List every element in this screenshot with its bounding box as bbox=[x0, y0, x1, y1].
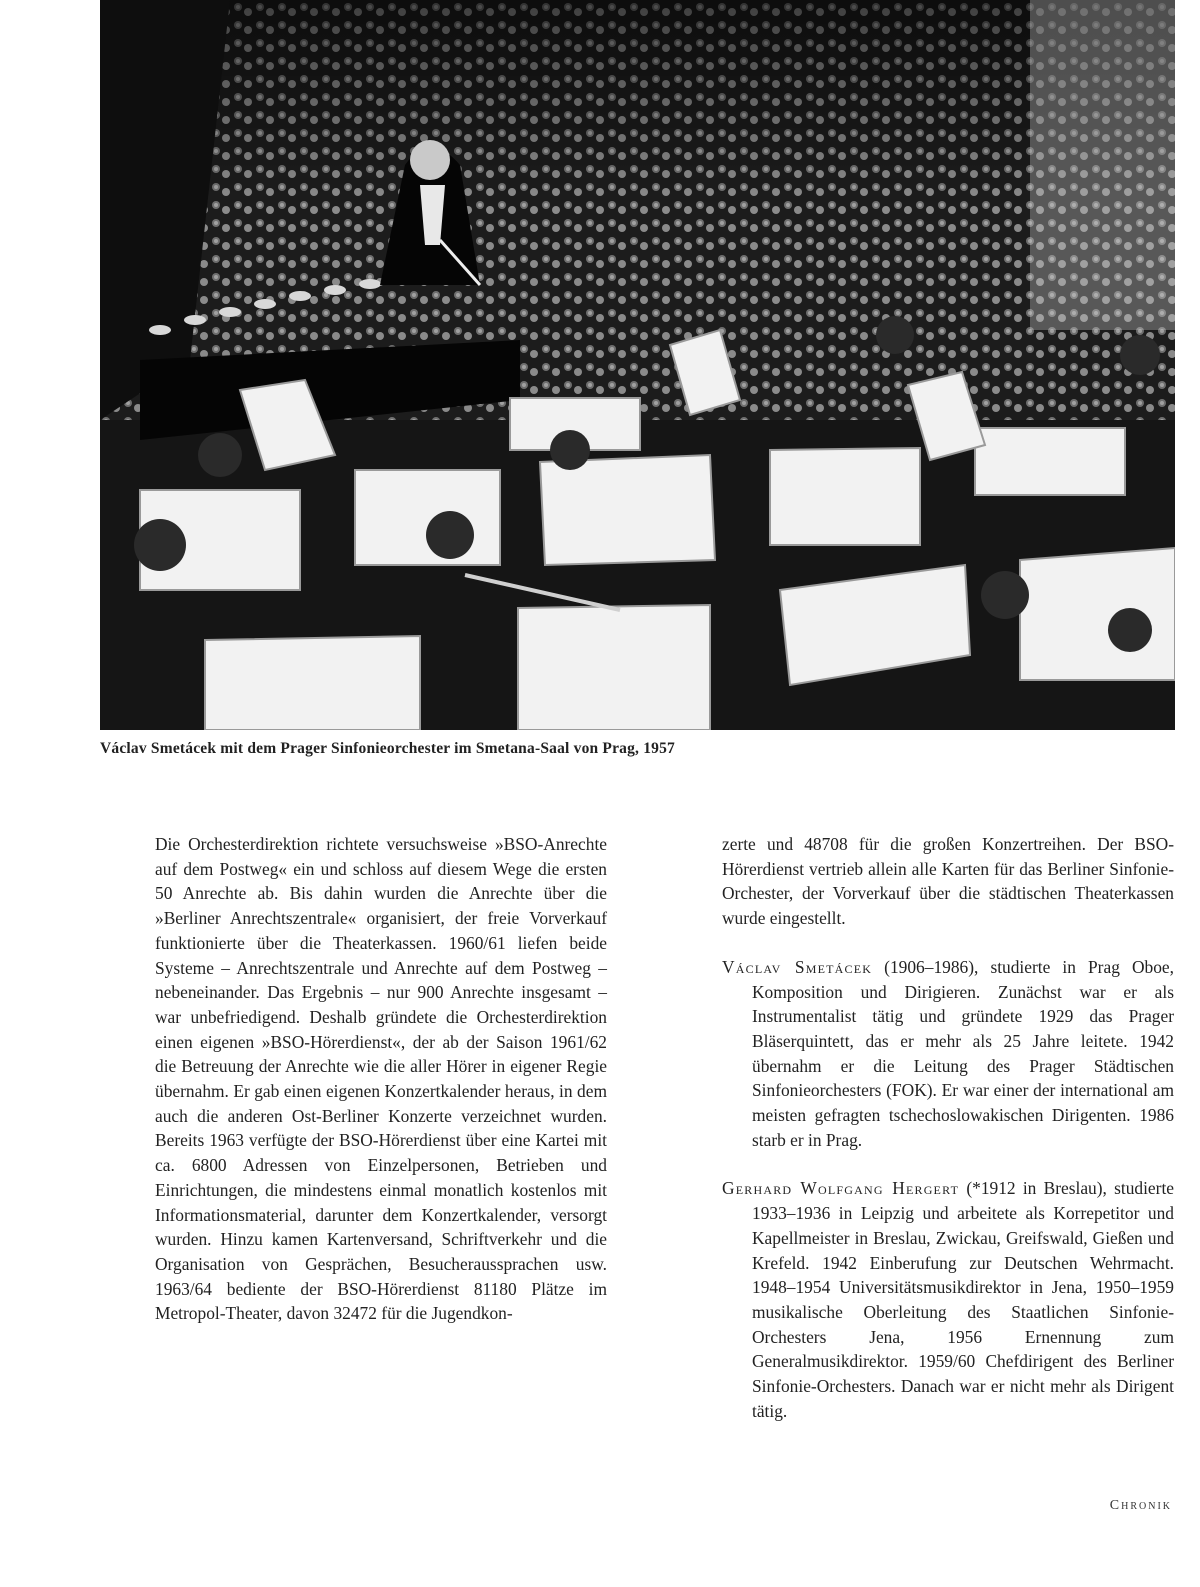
left-column bbox=[155, 832, 607, 1326]
orchestra-photo bbox=[100, 0, 1175, 730]
bio-text: (1906–1986), studierte in Prag Oboe, Komposition und Dirigieren. Zunächst war er als Instrumentalist tätig und gründete 1929 das Prager Bläserquintett, das er mehr als 25 Jahre leitete. 1942 übernahm er die Leitung des Prager Städtischen Sinfonieorchesters (FOK). Er war einer der international am meisten gefragten tschechoslowakischen Dirigenten. 1986 starb er in Prag. bbox=[752, 956, 1174, 1150]
right-column bbox=[722, 832, 1174, 1447]
bio-name: Václav Smetácek bbox=[722, 956, 873, 977]
continuation-paragraph: zerte und 48708 für die großen Konzertreihen. Der BSO-Hörerdienst vertrieb allein alle Karten für das Berliner Sinfonie-Orchester, der Vorverkauf über die städtischen Theaterkassen wurde eingestellt. bbox=[722, 834, 1174, 929]
photo-caption: Václav Smetácek mit dem Prager Sinfonieorchester im Smetana-Saal von Prag, 1957 bbox=[100, 740, 676, 757]
bio-smetacek bbox=[722, 955, 1174, 1153]
bio-text: (*1912 in Breslau), studierte 1933–1936 in Leipzig und arbeitete als Korrepetitor und Kapellmeister in Breslau, Zwickau, Greifswald, Gießen und Krefeld. 1942 Einberufung zur Deutschen Wehrmacht. 1948–1954 Universitätsmusikdirektor in Jena, 1950–1959 musikalische Oberleitung des Staatlichen Sinfonie-Orchesters Jena, 1956 Ernennung zum Generalmusikdirektor. 1959/60 Chefdirigent des Berliner Sinfonie-Orchesters. Danach war er nicht mehr als Dirigent tätig. bbox=[752, 1178, 1174, 1421]
bio-hergert bbox=[722, 1176, 1174, 1423]
bio-name: Gerhard Wolfgang Hergert bbox=[722, 1178, 960, 1199]
body-paragraph: Die Orchesterdirektion richtete versuchsweise »BSO-Anrechte auf dem Postweg« ein und schloss auf diesem Wege die ersten 50 Anrechte ab. Bis dahin wurden die Anrechte über die »Berliner Anrechtszentrale« organisiert, der freie Vorverkauf funktionierte über die Theaterkassen. 1960/61 liefen beide Systeme – Anrechtszentrale und Anrechte auf dem Postweg – nebeneinander. Das Ergebnis – nur 900 Anrechte insgesamt – war unbefriedigend. Deshalb gründete die Orchesterdirektion einen eigenen »BSO-Hörerdienst«, der ab der Saison 1961/62 die Betreuung der Anrechte wie die aller Hörer in eigener Regie übernahm. Er gab einen eigenen Konzertkalender heraus, in dem auch die anderen Ost-Berliner Konzerte verzeichnet wurden. Bereits 1963 verfügte der BSO-Hörerdienst über eine Kartei mit ca. 6800 Adressen von Einzelpersonen, Betrieben und Einrichtungen, die mindestens einmal monatlich kostenlos mit Informationsmaterial, darunter dem Konzertkalender, versorgt wurden. Hinzu kamen Kartenversand, Schriftverkehr und die Organisation von Gesprächen, Besucheraussprachen usw. 1963/64 bediente der BSO-Hörerdienst 81180 Plätze im Metropol-Theater, davon 32472 für die Jugendkon- bbox=[155, 834, 607, 1324]
running-footer: Chronik bbox=[1109, 1498, 1172, 1513]
